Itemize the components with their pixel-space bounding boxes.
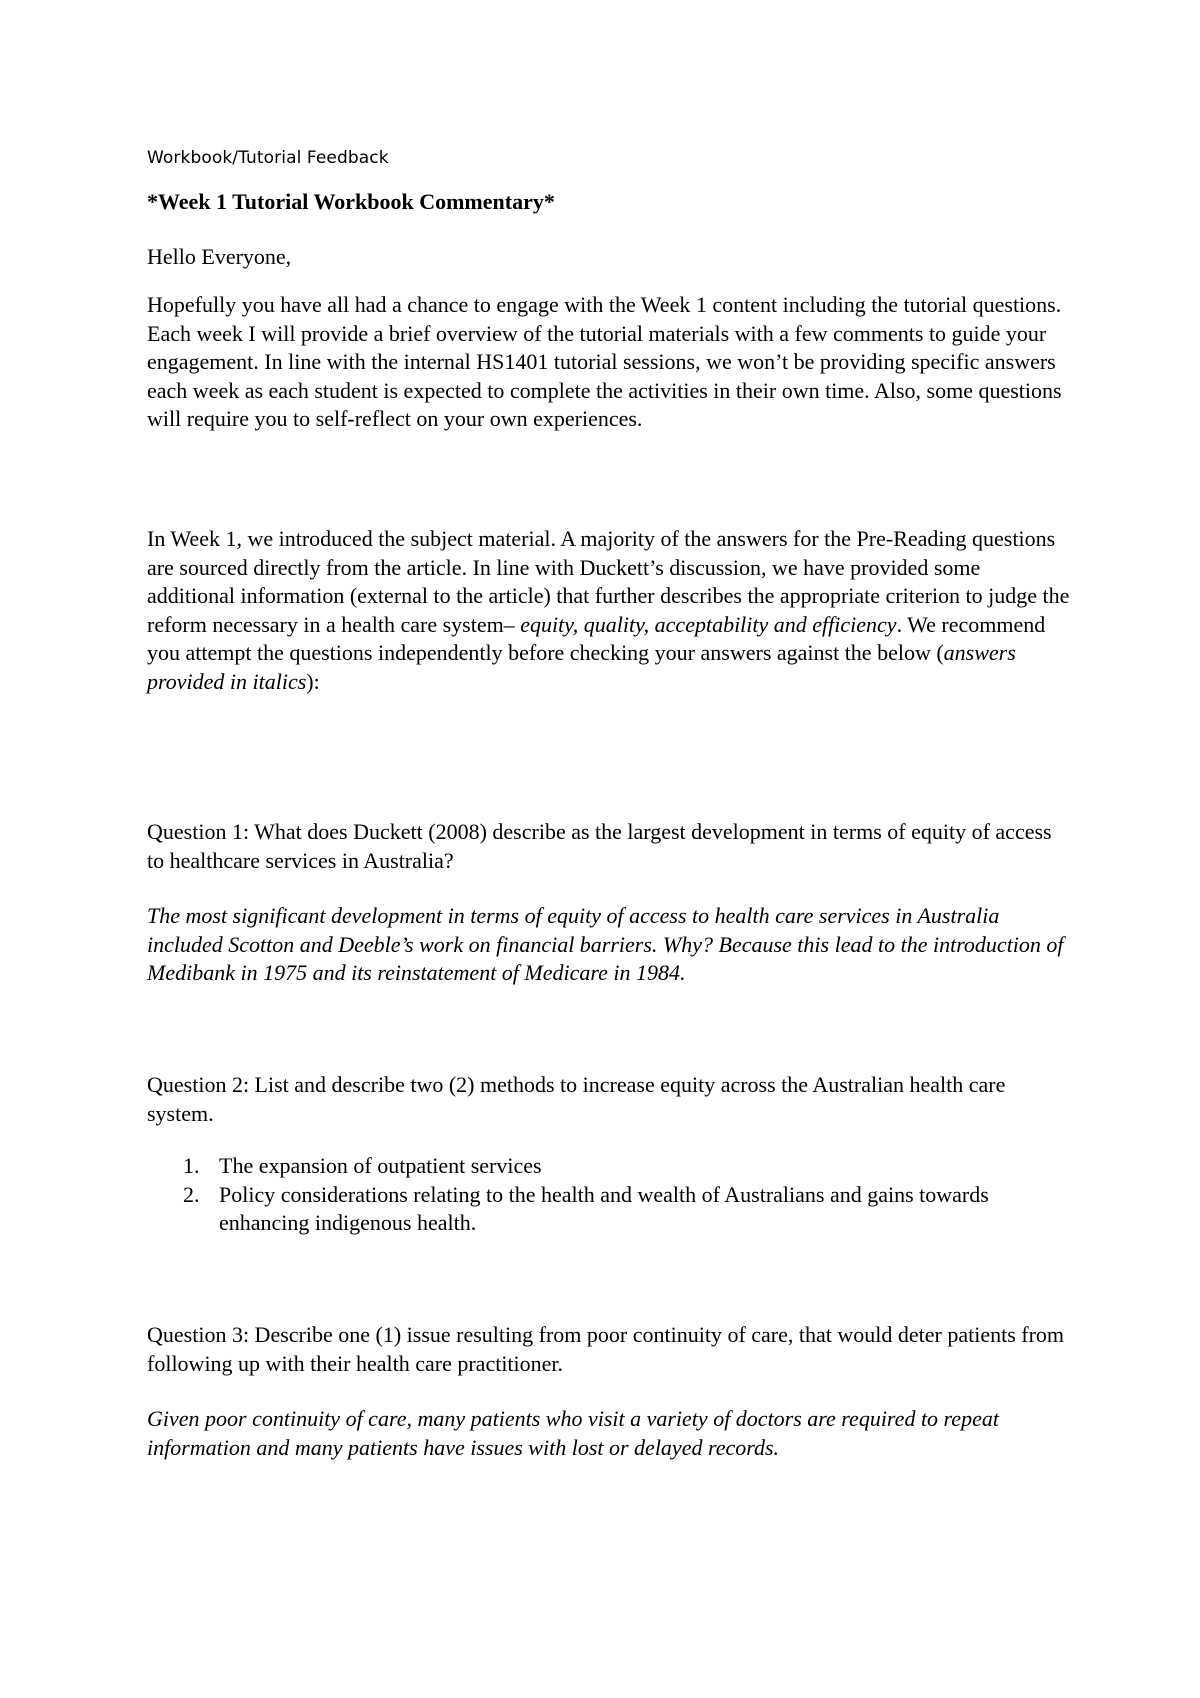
week-paragraph-text-3: ): <box>306 668 320 694</box>
greeting: Hello Everyone, <box>147 244 292 269</box>
week-paragraph-italics-note: answers provided in italics <box>147 640 1016 694</box>
list-item <box>183 1181 1079 1238</box>
intro-paragraph: Hopefully you have all had a chance to engage with the Week 1 content including the tutorial questions. Each week I will provide a brief overview of the tutorial materials with a few comments to guide your engagement. In line with the internal HS1401 tutorial sessions, we won’t be providing specific answers each week as each student is expected to complete the activities in their own time. Also, some questions will require you to self-reflect on your own experiences. <box>147 292 1062 431</box>
list-item-number: 1. <box>183 1153 200 1178</box>
answer-1: The most significant development in terms of equity of access to health care services in Australia included Scotton and Deeble’s work on financial barriers. Why? Because this lead to the introduction of Medibank in 1975 and its reinstatement of Medicare in 1984. <box>147 903 1064 985</box>
document-title: *Week 1 Tutorial Workbook Commentary* <box>147 189 555 214</box>
list-item-text: The expansion of outpatient services <box>219 1153 542 1178</box>
question-1: Question 1: What does Duckett (2008) describe as the largest development in terms of equity of access to healthcare services in Australia? <box>147 819 1052 873</box>
list-item-text: Policy considerations relating to the health and wealth of Australians and gains towards enhancing indigenous health. <box>219 1181 989 1235</box>
question-2: Question 2: List and describe two (2) methods to increase equity across the Australian health care system. <box>147 1072 1006 1126</box>
list-item <box>183 1152 1079 1181</box>
answer-2-list <box>147 1152 1079 1238</box>
week-paragraph-text-2: . We recommend you attempt the questions independently before checking your answers against the below ( <box>147 611 1046 665</box>
answer-3: Given poor continuity of care, many patients who visit a variety of doctors are required to repeat information and many patients have issues with lost or delayed records. <box>147 1406 999 1460</box>
week-paragraph-criteria: equity, quality, acceptability and efficiency <box>520 611 897 637</box>
week-paragraph-text-1: In Week 1, we introduced the subject material. A majority of the answers for the Pre-Reading questions are sourced directly from the article. In line with Duckett’s discussion, we have provided some additional information (external to the article) that further describes the appropriate criterion to judge the reform necessary in a health care system– <box>147 526 1070 637</box>
list-item-number: 2. <box>183 1181 200 1207</box>
question-3: Question 3: Describe one (1) issue resulting from poor continuity of care, that would deter patients from following up with their health care practitioner. <box>147 1322 1065 1376</box>
document-header: Workbook/Tutorial Feedback <box>147 148 389 168</box>
week-paragraph <box>147 525 1072 696</box>
